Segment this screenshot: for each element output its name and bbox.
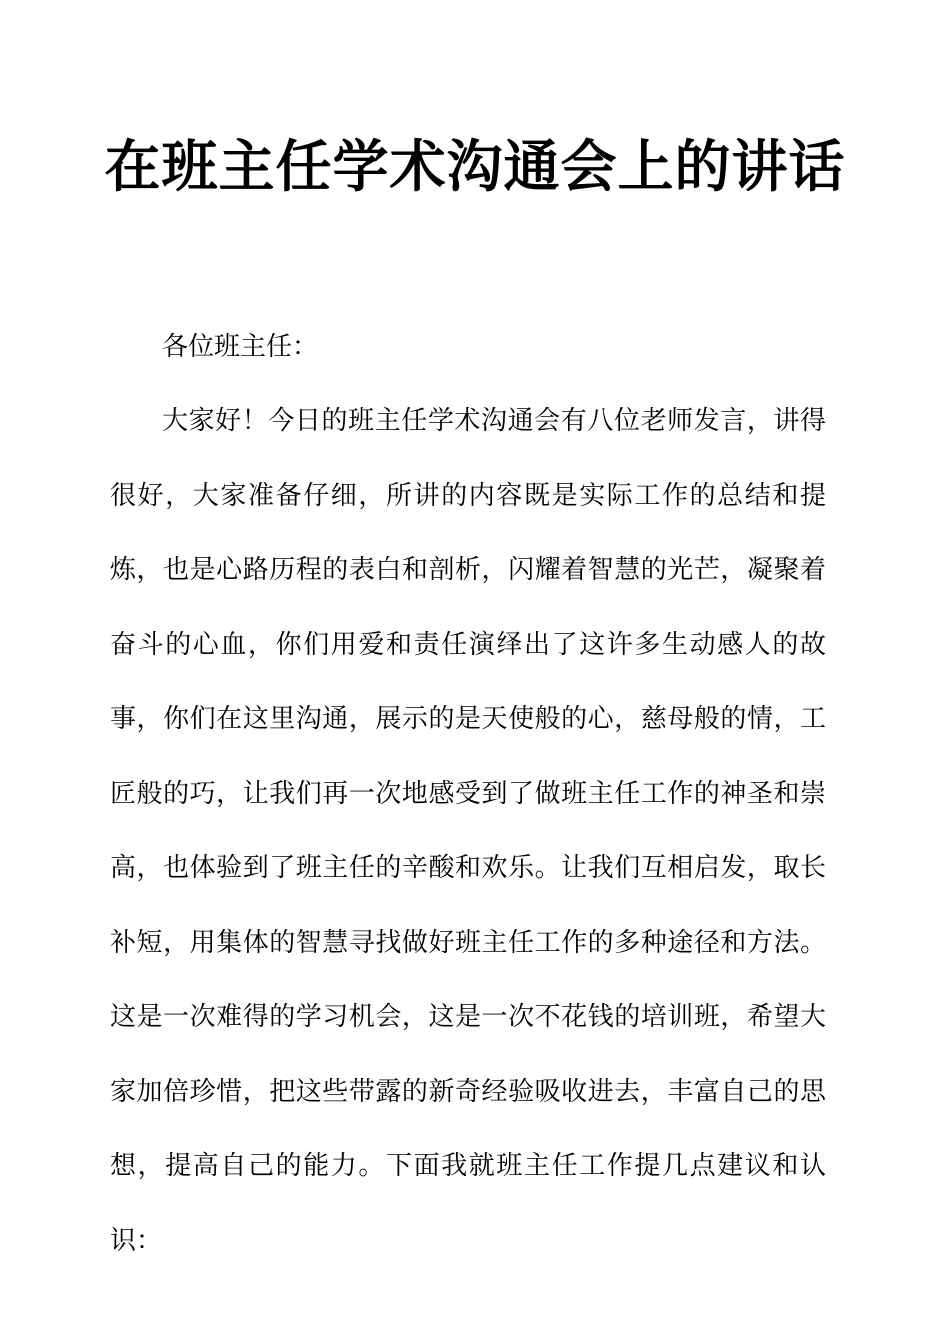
body-paragraph: 大家好！今日的班主任学术沟通会有八位老师发言，讲得很好，大家准备仔细，所讲的内容既是实际工作的总结和提炼，也是心路历程的表白和剖析，闪耀着智慧的光芒，凝聚着奋斗的心血，你们用爱和责任演绎出了这许多生动感人的故事，你们在这里沟通，展示的是天使般的心，慈母般的情，工匠般的巧，让我们再一次地感受到了做班主任工作的神圣和崇高，也体验到了班主任的辛酸和欢乐。让我们互相启发，取长补短，用集体的智慧寻找做好班主任工作的多种途径和方法。这是一次难得的学习机会，这是一次不花钱的培训班，希望大家加倍珍惜，把这些带露的新奇经验吸收进去，丰富自己的思想，提高自己的能力。下面我就班主任工作提几点建议和认识： xyxy=(110,406,826,1256)
document-title: 在班主任学术沟通会上的讲话 xyxy=(104,135,846,200)
salutation: 各位班主任： xyxy=(162,332,319,362)
